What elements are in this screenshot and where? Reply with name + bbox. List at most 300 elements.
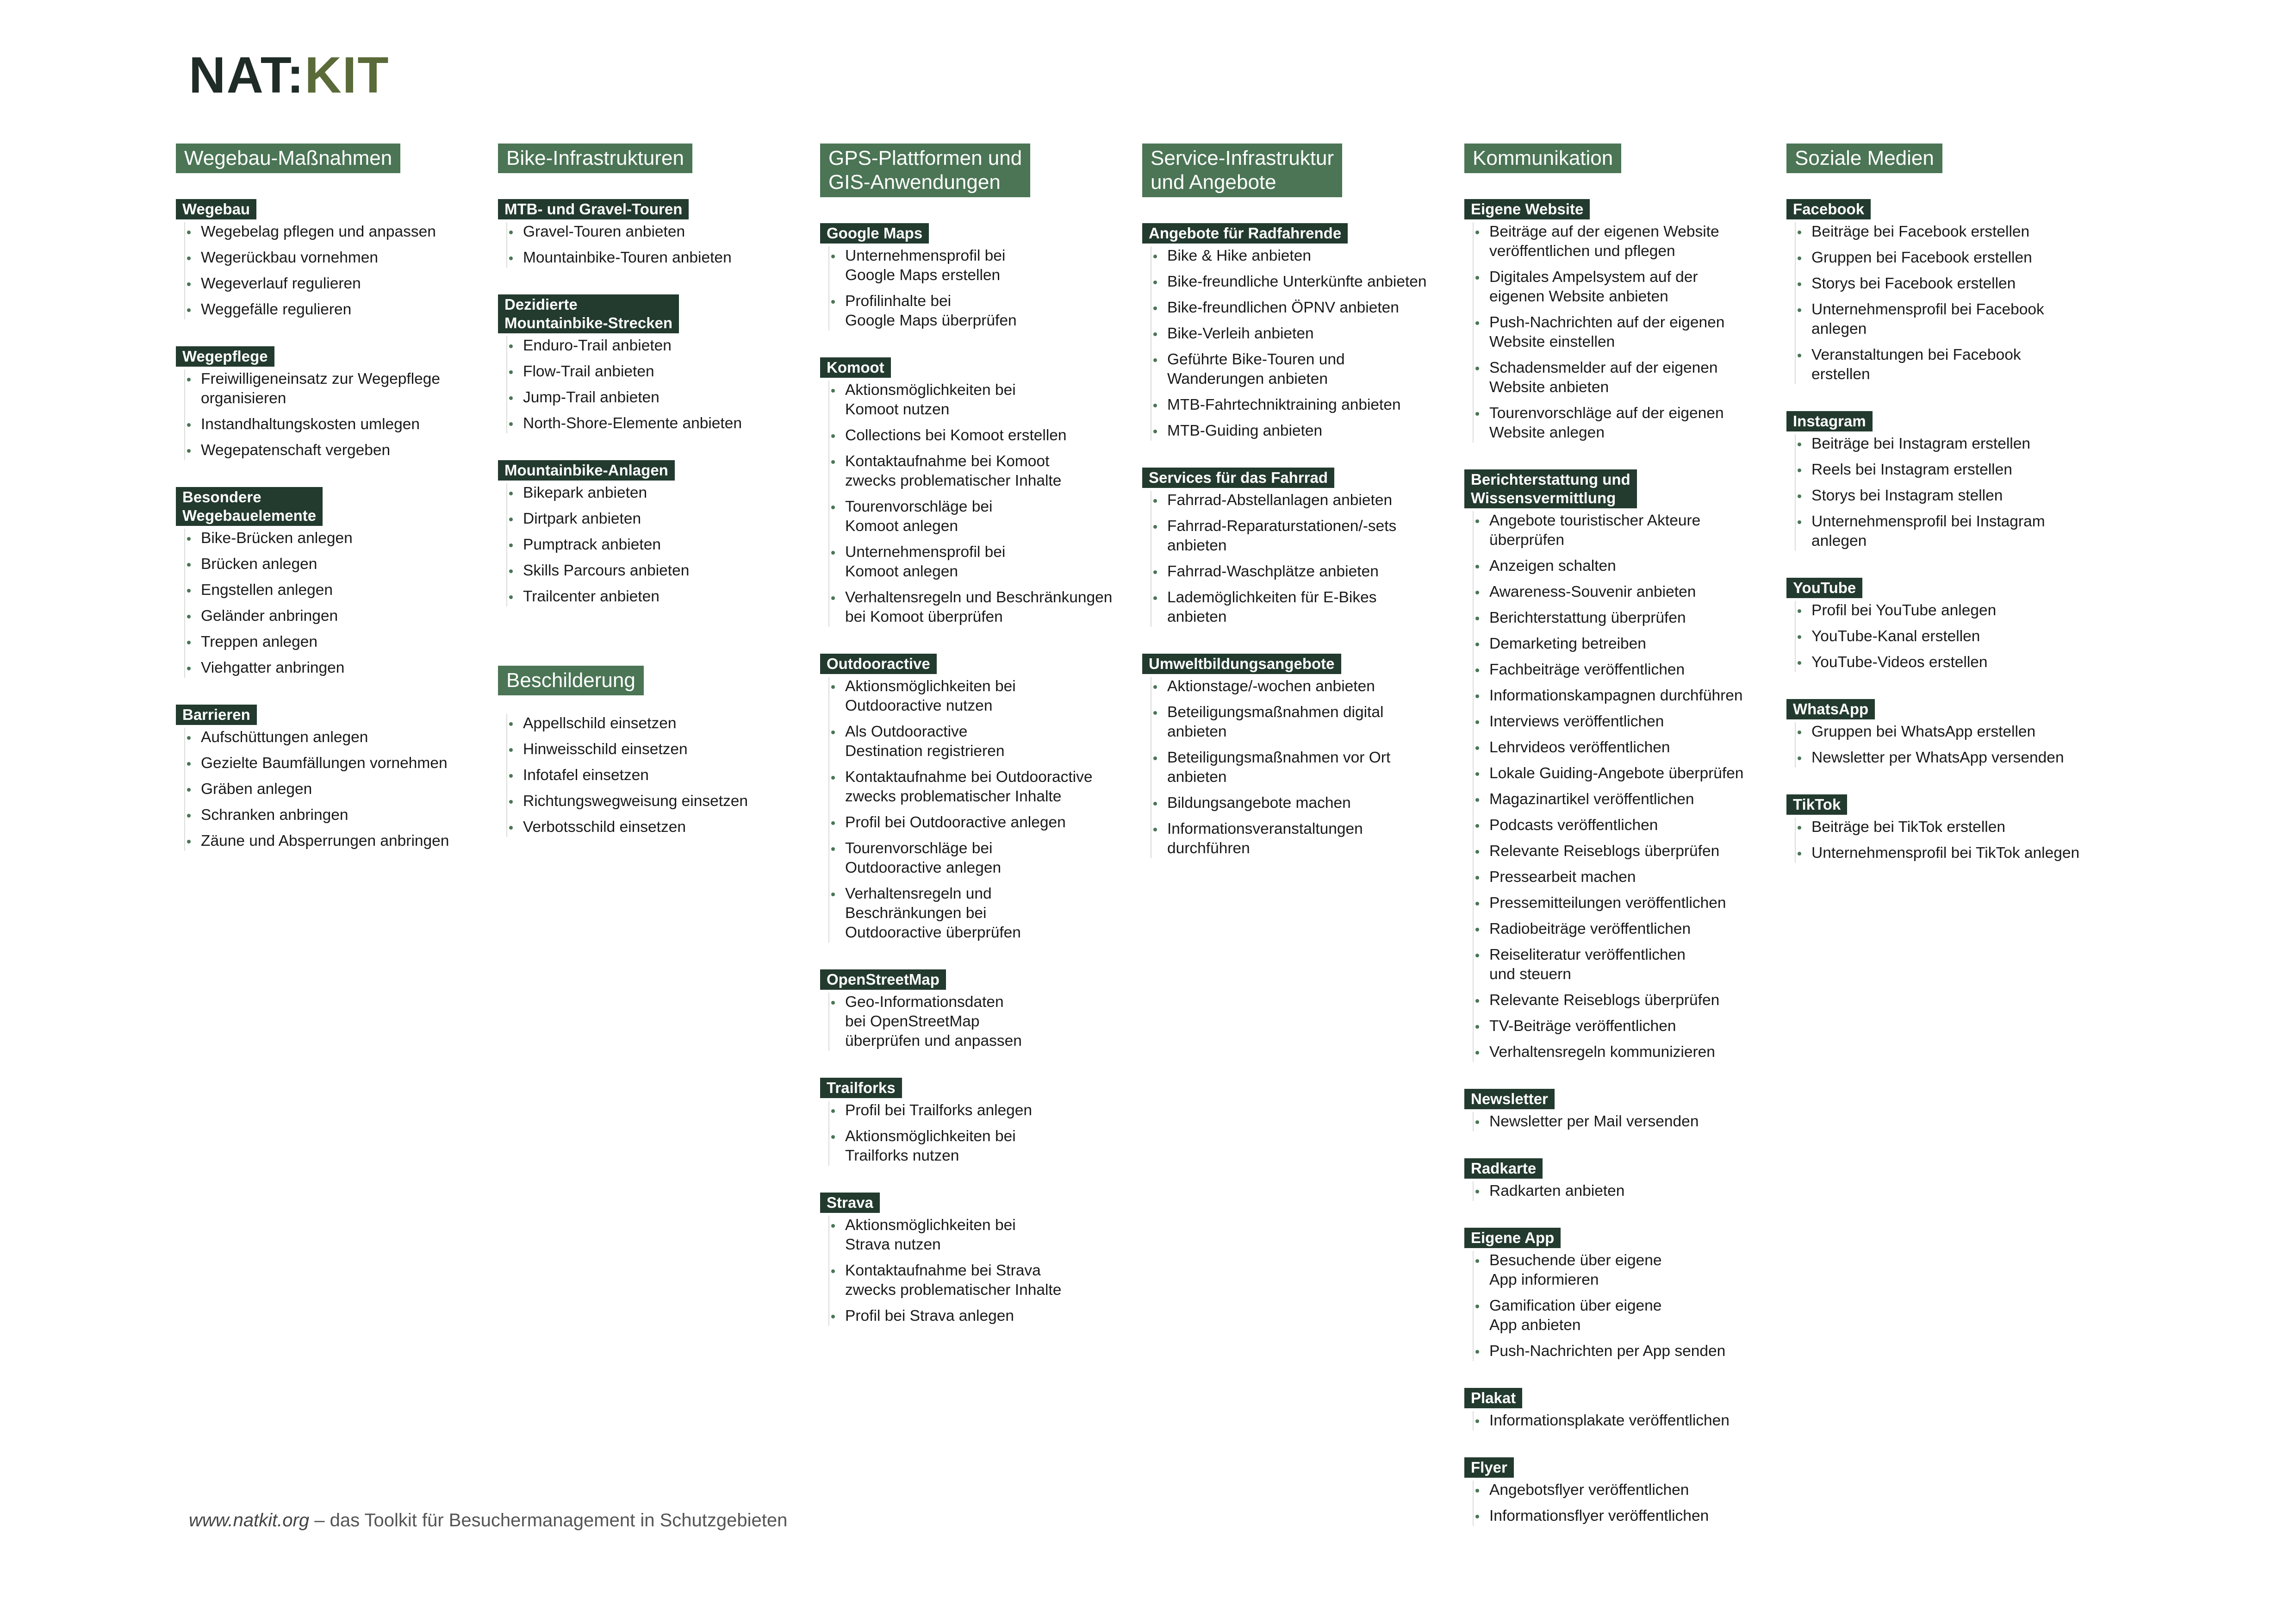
list-item[interactable] [1477,1251,1761,1290]
section [820,223,1116,331]
list-item[interactable] [1799,222,2083,242]
text-line: Aktionsmöglichkeiten bei [845,1217,1016,1234]
text-line: Profil bei Strava anlegen [845,1307,1014,1324]
list-item[interactable] [1155,819,1438,858]
text-line: und steuern [1489,966,1571,983]
text-line: Profil bei YouTube anlegen [1811,602,1997,619]
list-item[interactable] [189,806,472,825]
text-line: Jump-Trail anbieten [523,389,660,406]
list-item[interactable] [1799,748,2083,768]
section-heading [498,460,675,481]
text-line: Aufschüttungen anlegen [201,729,368,746]
list-item[interactable] [1477,222,1761,261]
category-title [1786,144,1942,173]
list-item[interactable] [833,1101,1116,1120]
list-item[interactable] [189,728,472,747]
text-line: Wanderungen anbieten [1167,370,1328,387]
list-item[interactable] [1155,517,1438,556]
list-item[interactable] [511,714,794,733]
list-item[interactable] [189,658,472,678]
item-list [828,993,1116,1051]
text-line: Gravel-Touren anbieten [523,223,685,240]
text-line: Komoot anlegen [845,518,958,535]
text-line: North-Shore-Elemente anbieten [523,415,742,432]
list-item[interactable] [1477,712,1761,731]
list-item[interactable] [1799,722,2083,742]
text-line: Unternehmensprofil bei Facebook [1811,301,2044,318]
text-line: Verbotsschild einsetzen [523,818,686,836]
text-line: Soziale Medien [1795,147,1934,169]
list-item[interactable] [1799,512,2083,551]
item-list [506,222,794,268]
text-line: Website anlegen [1489,424,1605,441]
category-title [498,144,692,173]
text-line: Geführte Bike-Touren und [1167,351,1345,368]
text-line: Fachbeiträge veröffentlichen [1489,661,1685,678]
column-5 [1464,144,1761,1553]
text-line: organisieren [201,390,286,407]
list-item[interactable] [1799,274,2083,294]
section [820,969,1116,1051]
list-item[interactable] [1477,764,1761,783]
list-item[interactable] [1477,991,1761,1010]
list-item[interactable] [833,452,1116,491]
text-line: Kontaktaufnahme bei Strava [845,1262,1041,1279]
list-item[interactable] [833,543,1116,581]
text-line: Bike-Brücken anlegen [201,530,353,547]
list-item[interactable] [189,369,472,408]
list-item[interactable] [1155,324,1438,344]
text-line: Kontaktaufnahme bei Komoot [845,453,1050,470]
text-line: Fahrrad-Abstellanlagen anbieten [1167,492,1393,509]
list-item[interactable] [189,606,472,626]
list-item[interactable] [1155,350,1438,389]
text-line: Facebook [1793,200,1865,218]
text-line: anbieten [1167,768,1227,786]
text-line: Geo-Informationsdaten [845,993,1004,1011]
text-line: Relevante Reiseblogs überprüfen [1489,992,1720,1009]
text-line: Enduro-Trail anbieten [523,337,672,354]
text-line: Wegerückbau vornehmen [201,249,378,266]
category-title [1142,144,1342,197]
item-list [506,336,794,433]
text-line: Wegebau-Maßnahmen [184,147,392,169]
text-line: Outdooractive [827,655,930,672]
list-item[interactable] [1477,1411,1761,1430]
natkit-logo [189,47,390,104]
list-item[interactable] [189,415,472,434]
list-item[interactable] [1799,345,2083,384]
list-item[interactable] [511,388,794,407]
list-item[interactable] [1477,582,1761,602]
text-line: Tourenvorschläge auf der eigenen [1489,405,1724,422]
list-item[interactable] [511,483,794,503]
list-item[interactable] [833,677,1116,716]
list-item[interactable] [1799,627,2083,646]
text-line: bei Komoot überprüfen [845,608,1003,625]
text-line: Berichterstattung überprüfen [1489,609,1686,626]
list-item[interactable] [833,1306,1116,1326]
section-heading [1142,468,1334,488]
list-item[interactable] [1477,790,1761,809]
list-item[interactable] [511,587,794,606]
list-item[interactable] [833,884,1116,943]
text-line: Gräben anlegen [201,781,312,798]
text-line: Bike-Verleih anbieten [1167,325,1314,342]
column-2 [498,144,794,864]
item-list [828,1101,1116,1166]
list-item[interactable] [1477,945,1761,984]
text-line: Collections bei Komoot erstellen [845,427,1067,444]
list-item[interactable] [1477,660,1761,680]
list-item[interactable] [189,441,472,460]
list-item[interactable] [1477,313,1761,352]
text-line: Demarketing betreiben [1489,635,1646,652]
list-item[interactable] [833,426,1116,445]
text-line: TikTok [1793,796,1841,813]
text-line: Schranken anbringen [201,806,348,824]
text-line: Appellschild einsetzen [523,715,677,732]
text-line: Hinweisschild einsetzen [523,741,688,758]
list-item[interactable] [189,632,472,652]
list-item[interactable] [189,780,472,799]
section-heading [1464,1457,1514,1478]
text-line: Magazinartikel veröffentlichen [1489,791,1694,808]
text-line: anbieten [1167,537,1227,554]
list-item[interactable] [1799,486,2083,506]
text-line: Besuchende über eigene [1489,1252,1662,1269]
text-line: Awareness-Souvenir anbieten [1489,583,1696,600]
section-heading [498,199,689,219]
text-line: Fahrrad-Waschplätze anbieten [1167,563,1379,580]
list-item[interactable] [1477,1017,1761,1036]
text-line: anlegen [1811,532,1867,550]
text-line: Flow-Trail anbieten [523,363,654,380]
column-1 [176,144,472,878]
section [1786,578,2083,672]
text-line: Bikepark anbieten [523,484,647,501]
text-line: Barrieren [182,706,250,723]
text-line: Beiträge bei TikTok erstellen [1811,818,2005,836]
list-item[interactable] [1799,653,2083,672]
list-item[interactable] [1799,818,2083,837]
list-item[interactable] [189,754,472,773]
logo-colon: : [286,47,305,104]
list-item[interactable] [833,993,1116,1051]
item-list [1473,1411,1761,1430]
list-item[interactable] [833,497,1116,536]
column-4 [1142,144,1438,885]
list-item[interactable] [1477,738,1761,757]
text-line: Wegebelag pflegen und anpassen [201,223,436,240]
list-item[interactable] [1155,793,1438,813]
section [1464,1158,1761,1201]
footer [189,1510,787,1531]
logo-kit: KIT [305,47,390,104]
section-heading [820,1193,880,1213]
list-item[interactable] [1155,395,1438,415]
text-line: überprüfen [1489,531,1565,549]
item-list [1473,511,1761,1062]
list-item[interactable] [511,792,794,811]
list-item[interactable] [189,581,472,600]
list-item[interactable] [1155,748,1438,787]
text-line: Services für das Fahrrad [1149,469,1328,486]
list-item[interactable] [189,274,472,294]
text-line: Unternehmensprofil bei [845,247,1006,264]
list-item[interactable] [1477,842,1761,861]
list-item[interactable] [833,1261,1116,1300]
text-line: Kontaktaufnahme bei Outdooractive [845,768,1093,786]
section-heading [176,346,274,367]
list-item[interactable] [1155,272,1438,292]
text-line: Wegepflege [182,348,268,365]
text-line: MTB-Fahrtechniktraining anbieten [1167,396,1401,413]
section-heading [820,654,937,674]
item-list [1473,1112,1761,1131]
text-line: Gruppen bei Facebook erstellen [1811,249,2032,266]
section-heading [1464,469,1637,508]
text-line: Mountainbike-Strecken [504,314,673,331]
list-item[interactable] [833,722,1116,761]
list-item[interactable] [511,414,794,433]
list-item[interactable] [511,509,794,529]
text-line: veröffentlichen und pflegen [1489,243,1675,260]
text-line: Reels bei Instagram erstellen [1811,461,2012,478]
list-item[interactable] [1477,686,1761,706]
list-item[interactable] [833,1127,1116,1166]
list-item[interactable] [1477,404,1761,443]
list-item[interactable] [1155,703,1438,742]
text-line: Strava nutzen [845,1236,941,1253]
list-item[interactable] [833,381,1116,419]
list-item[interactable] [1155,298,1438,318]
item-list [1151,491,1438,627]
list-item[interactable] [1155,562,1438,581]
list-item[interactable] [511,535,794,555]
text-line: Zäune und Absperrungen anbringen [201,832,449,849]
text-line: Komoot anlegen [845,563,958,580]
text-line: MTB-Guiding anbieten [1167,422,1323,439]
list-item[interactable] [833,1216,1116,1255]
list-item[interactable] [511,561,794,581]
list-item[interactable] [1155,246,1438,266]
list-item[interactable] [1477,1043,1761,1062]
logo-nat: NAT [189,47,287,104]
text-line: Kommunikation [1473,147,1613,169]
list-item[interactable] [1477,816,1761,835]
section [1464,1089,1761,1131]
text-line: Bike-freundlichen ÖPNV anbieten [1167,299,1399,316]
text-line: Newsletter per Mail versenden [1489,1113,1699,1130]
list-item[interactable] [1799,300,2083,339]
text-line: Skills Parcours anbieten [523,562,690,579]
text-line: Unternehmensprofil bei [845,543,1006,561]
item-list [184,222,472,319]
list-item[interactable] [1477,556,1761,576]
text-line: Unternehmensprofil bei TikTok anlegen [1811,844,2080,862]
list-item[interactable] [833,246,1116,285]
section-heading [820,969,946,990]
list-item[interactable] [1155,588,1438,627]
text-line: Newsletter [1471,1090,1548,1107]
list-item[interactable] [1477,1506,1761,1526]
text-line: YouTube [1793,579,1856,596]
list-item[interactable] [511,362,794,381]
text-line: GPS-Plattformen und [828,147,1022,169]
list-item[interactable] [833,292,1116,331]
list-item[interactable] [189,248,472,268]
section [1786,699,2083,768]
text-line: Pressemitteilungen veröffentlichen [1489,894,1726,912]
list-item[interactable] [1799,843,2083,863]
text-line: Bike-freundliche Unterkünfte anbieten [1167,273,1427,290]
text-line: Profil bei Trailforks anlegen [845,1102,1033,1119]
text-line: TV-Beiträge veröffentlichen [1489,1018,1676,1035]
list-item[interactable] [1477,868,1761,887]
text-line: Bildungsangebote machen [1167,794,1351,812]
list-item[interactable] [1477,358,1761,397]
text-line: Schadensmelder auf der eigenen [1489,359,1718,376]
text-line: Tourenvorschläge bei [845,498,993,515]
text-line: Dezidierte [504,296,578,313]
list-item[interactable] [511,248,794,268]
list-item[interactable] [511,336,794,356]
list-item[interactable] [1799,601,2083,620]
list-item[interactable] [511,766,794,785]
text-line: Angebote für Radfahrende [1149,225,1342,242]
list-item[interactable] [511,818,794,837]
list-item[interactable] [189,300,472,319]
section [1142,654,1438,858]
section [176,346,472,460]
section [820,1078,1116,1166]
text-line: Beschilderung [506,669,635,692]
list-item[interactable] [189,529,472,548]
text-line: Verhaltensregeln und Beschränkungen [845,589,1113,606]
text-line: Outdooractive überprüfen [845,924,1021,941]
text-line: Storys bei Instagram stellen [1811,487,2003,504]
list-item[interactable] [1477,268,1761,306]
list-item[interactable] [833,839,1116,878]
section [1786,794,2083,863]
list-item[interactable] [1155,421,1438,441]
text-line: zwecks problematischer Inhalte [845,472,1062,489]
section-heading [1464,1388,1522,1408]
section [1786,411,2083,551]
text-line: Podcasts veröffentlichen [1489,817,1658,834]
text-line: Gamification über eigene [1489,1297,1662,1314]
text-line: Interviews veröffentlichen [1489,713,1664,730]
text-line: Anzeigen schalten [1489,557,1616,575]
text-line: YouTube-Kanal erstellen [1811,628,1980,645]
text-line: anbieten [1167,723,1227,740]
text-line: Berichterstattung und [1471,471,1630,488]
list-item[interactable] [1155,677,1438,696]
list-item[interactable] [1477,1480,1761,1500]
text-line: Viehgatter anbringen [201,659,345,676]
text-line: Fahrrad-Reparaturstationen/-sets [1167,518,1397,535]
list-item[interactable] [833,768,1116,806]
item-list [506,714,794,837]
list-item[interactable] [1477,893,1761,913]
section-heading [176,199,256,219]
list-item[interactable] [1155,491,1438,510]
text-line: Reiseliteratur veröffentlichen [1489,946,1686,963]
text-line: Profil bei Outdooractive anlegen [845,814,1066,831]
category-title [498,666,644,695]
section-heading [1142,223,1348,244]
list-item[interactable] [1477,1342,1761,1361]
text-line: Unternehmensprofil bei Instagram [1811,513,2045,530]
section-heading [1464,1158,1543,1179]
text-line: Service-Infrastruktur [1151,147,1334,169]
section-heading [1786,411,1873,431]
section-heading [176,487,323,526]
text-line: Informationsflyer veröffentlichen [1489,1507,1709,1524]
list-item[interactable] [833,588,1116,627]
list-item[interactable] [189,831,472,851]
section-heading [1786,199,1871,219]
text-line: Weggefälle regulieren [201,301,352,318]
list-item[interactable] [189,555,472,574]
text-line: App anbieten [1489,1317,1581,1334]
list-item[interactable] [511,740,794,759]
list-item[interactable] [1477,634,1761,654]
footer-url[interactable]: www.natkit.org [189,1510,310,1530]
text-line: Aktionstage/-wochen anbieten [1167,678,1375,695]
text-line: Informationsveranstaltungen [1167,820,1363,837]
text-line: durchführen [1167,840,1250,857]
list-item[interactable] [1799,248,2083,268]
section [1464,199,1761,443]
section [176,487,472,678]
item-list [506,483,794,606]
list-item[interactable] [833,813,1116,832]
section [820,1193,1116,1326]
list-item[interactable] [1477,919,1761,939]
item-list [828,246,1116,331]
list-item[interactable] [1799,460,2083,480]
text-line: Outdooractive anlegen [845,859,1002,876]
text-line: Radiobeiträge veröffentlichen [1489,920,1691,937]
category-title [176,144,400,173]
list-item[interactable] [1477,1181,1761,1201]
list-item[interactable] [511,222,794,242]
item-list [1795,601,2083,672]
list-item[interactable] [1477,1296,1761,1335]
text-line: Veranstaltungen bei Facebook erstellen [1811,346,2021,383]
text-line: Eigene Website [1471,200,1584,218]
list-item[interactable] [1477,608,1761,628]
text-line: Trailforks [827,1079,896,1096]
list-item[interactable] [1477,1112,1761,1131]
list-item[interactable] [1477,511,1761,550]
section-heading [1142,654,1341,674]
text-line: Komoot nutzen [845,401,950,418]
text-line: Destination registrieren [845,743,1005,760]
item-list [184,369,472,460]
text-line: Besondere [182,488,261,506]
list-item[interactable] [189,222,472,242]
list-item[interactable] [1799,434,2083,454]
text-line: Lokale Guiding-Angebote überprüfen [1489,765,1744,782]
text-line: Tourenvorschläge bei [845,840,993,857]
item-list [1795,222,2083,384]
text-line: Website einstellen [1489,333,1615,350]
text-line: Beteiligungsmaßnahmen vor Ort [1167,749,1391,766]
text-line: Engstellen anlegen [201,581,333,599]
